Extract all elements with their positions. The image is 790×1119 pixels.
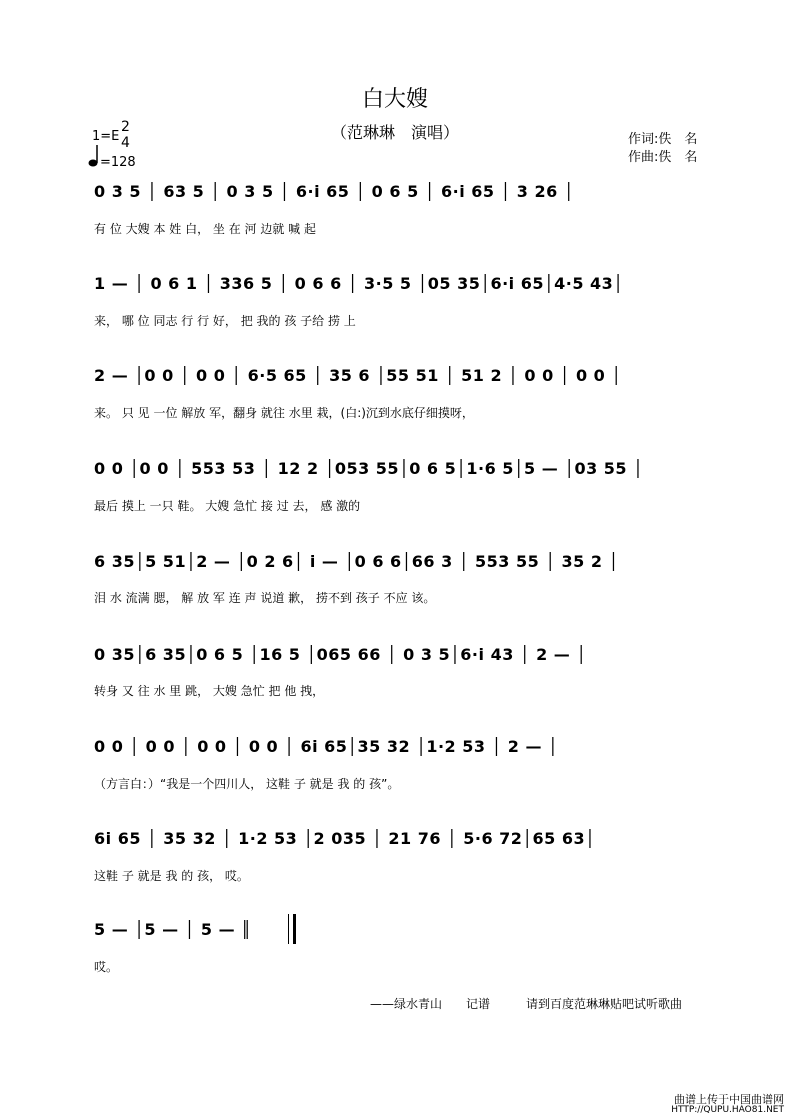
time-signature [121, 119, 130, 151]
notation-line-6: 0 35│6 35│0 6 5 │16 5 │065 66 │ 0 3 5│6·i 43 │ 2 — │ [94, 645, 587, 664]
notation-line-2: 1 — │ 0 6 1 │ 336 5 │ 0 6 6 │ 3·5 5 │05 35│6·i 65│4·5 43│ [94, 274, 624, 293]
notation-line-3: 2 — │0 0 │ 0 0 │ 6·5 65 │ 35 6 │55 51 │ 51 2 │ 0 0 │ 0 0 │ [94, 366, 622, 385]
notation-line-8: 6i 65 │ 35 32 │ 1·2 53 │2 035 │ 21 76 │ 5·6 72│65 63│ [94, 829, 596, 848]
tempo-marking: =128 [100, 155, 136, 170]
site-watermark-line2: HTTP://QUPU.HAO81.NET [671, 1105, 784, 1115]
transcriber-credit: ——绿水青山 记谱 请到百度范琳琳贴吧试听歌曲 [370, 997, 683, 1011]
final-barline-thin [288, 914, 289, 944]
lyricist-credit: 作词:佚 名 [628, 132, 698, 147]
meter-bottom: 4 [121, 135, 130, 151]
lyric-line-3: 来。 只 见 一位 解放 军，翻身 就往 水里 栽，(白:)沉到水底仔细摸呀， [94, 406, 474, 420]
key-signature: 1=E [92, 129, 120, 144]
meter-top: 2 [121, 119, 130, 135]
notation-line-5: 6 35│5 51│2 — │0 2 6│ i — │0 6 6│66 3 │ 553 55 │ 35 2 │ [94, 552, 619, 571]
lyric-line-6: 转身 又 往 水 里 跳， 大嫂 急忙 把 他 拽， [94, 684, 325, 698]
lyric-line-1: 有 位 大嫂 本 姓 白， 坐 在 河 边就 喊 起 [94, 222, 316, 236]
performer-subtitle: （范琳琳 演唱） [330, 123, 459, 142]
lyric-line-5: 泪 水 流满 腮， 解 放 军 连 声 说道 歉， 捞不到 孩子 不应 该。 [94, 591, 436, 605]
lyric-line-8: 这鞋 子 就是 我 的 孩， 哎。 [94, 869, 249, 883]
lyric-line-9: 哎。 [94, 960, 119, 974]
site-watermark-line1: 曲谱上传于中国曲谱网 [674, 1093, 784, 1106]
lyric-line-2: 来， 哪 位 同志 行 行 好， 把 我的 孩 子给 捞 上 [94, 314, 356, 328]
notation-line-9: 5 — │5 — │ 5 — ║ [94, 920, 252, 939]
lyric-line-7: （方言白：）“我是一个四川人， 这鞋 子 就是 我 的 孩”。 [94, 777, 400, 791]
composer-credit: 作曲:佚 名 [628, 150, 698, 165]
lyric-line-4: 最后 摸上 一只 鞋。 大嫂 急忙 接 过 去， 感 激的 [94, 499, 361, 513]
notation-line-7: 0 0 │ 0 0 │ 0 0 │ 0 0 │ 6i 65│35 32 │1·2 53 │ 2 — │ [94, 737, 559, 756]
notation-line-1: 0 3 5 │ 63 5 │ 0 3 5 │ 6·i 65 │ 0 6 5 │ 6·i 65 │ 3 26 │ [94, 182, 574, 201]
quarter-note-icon [88, 144, 100, 168]
notation-line-4: 0 0 │0 0 │ 553 53 │ 12 2 │053 55│0 6 5│1·6 5│5 — │03 55 │ [94, 459, 644, 478]
song-title: 白大嫂 [361, 87, 428, 112]
final-barline-thick [293, 914, 296, 944]
